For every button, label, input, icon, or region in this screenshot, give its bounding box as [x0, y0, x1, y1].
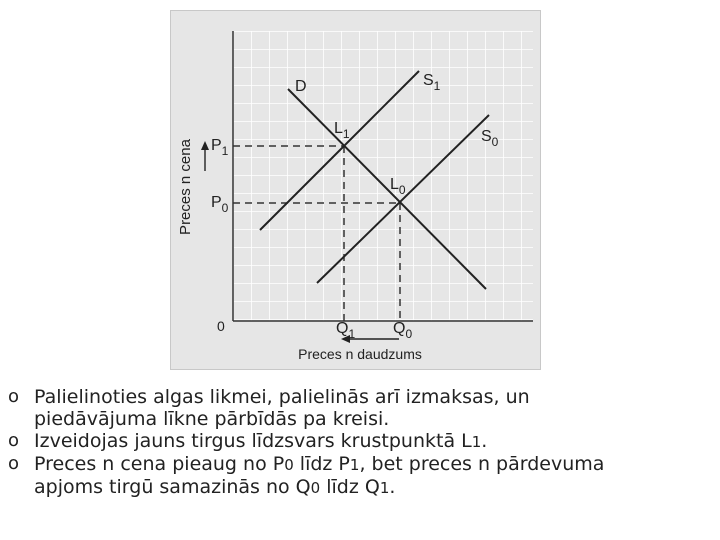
list-item-text: .	[481, 430, 488, 452]
list-item-text: .	[389, 476, 396, 498]
list-item-text: līdz P	[293, 453, 350, 475]
bullet-marker: o	[8, 453, 20, 474]
price-label-p1: $P_1$	[211, 137, 229, 158]
quantity-label-q0: $Q_0$	[393, 320, 413, 341]
y-axis-label: Preces n cena	[177, 139, 194, 235]
list-item-text: līdz Q	[320, 476, 380, 498]
subscript-text: 1	[349, 456, 360, 474]
list-item	[8, 430, 714, 453]
supply-label-s0: $S_0$	[481, 128, 499, 149]
explanation-list	[8, 386, 714, 499]
subscript-text: 1	[471, 433, 482, 451]
equilibrium-label-l1: $L_1$	[334, 120, 350, 141]
demand-label: D	[295, 78, 307, 95]
equilibrium-label-l0: $L_0$	[390, 176, 406, 197]
subscript-text: 1	[379, 479, 390, 497]
quantity-label-q1: $Q_1$	[336, 320, 356, 341]
bullet-marker: o	[8, 430, 20, 451]
list-item-text: Izveidojas jauns tirgus līdzsvars krustpunktā L	[34, 430, 472, 452]
diagram-canvas	[171, 11, 542, 371]
list-item	[8, 386, 714, 430]
price-label-p0: $P_0$	[211, 194, 229, 215]
supply-demand-diagram	[170, 10, 541, 370]
up-arrow-icon	[201, 141, 209, 150]
list-item	[8, 453, 714, 499]
list-item-text: Palielinoties algas likmei, palielinās arī izmaksas, un	[34, 386, 530, 408]
x-axis-label: Preces n daudzums	[298, 346, 422, 362]
plot-grid	[233, 31, 533, 321]
list-item-text: , bet preces n pārdevuma	[359, 453, 605, 475]
list-item-text: apjoms tirgū samazinās no Q	[34, 476, 311, 498]
supply-label-s1: $S_1$	[423, 72, 441, 93]
list-item-text: piedāvājuma līkne pārbīdās pa kreisi.	[34, 408, 390, 430]
bullet-marker: o	[8, 386, 20, 407]
subscript-text: 0	[284, 456, 294, 474]
origin-label: 0	[217, 318, 225, 334]
list-item-text: Preces n cena pieaug no P	[34, 453, 285, 475]
subscript-text: 0	[310, 479, 321, 497]
